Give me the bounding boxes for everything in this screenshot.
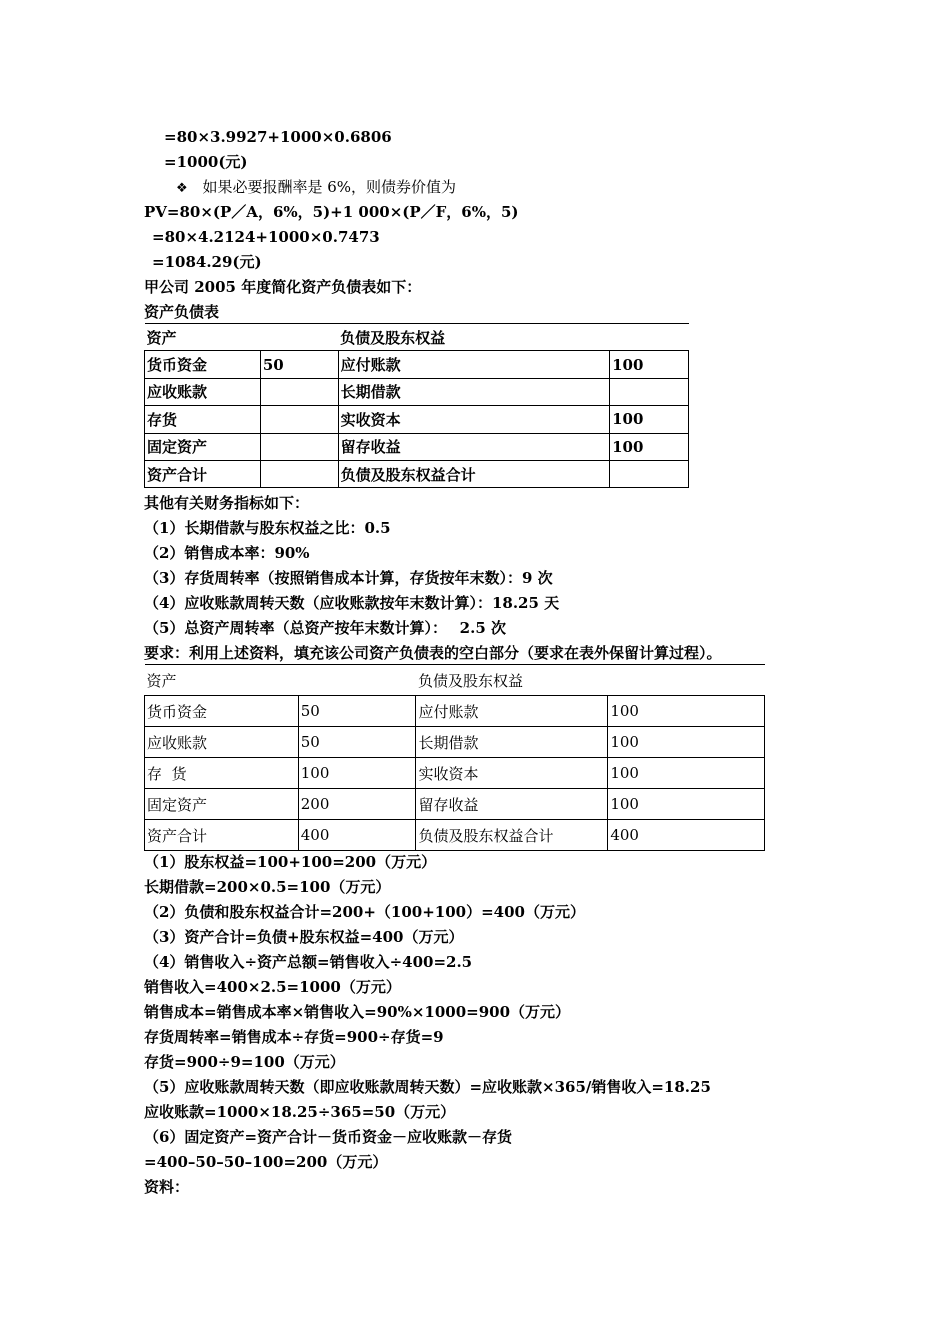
pv-line-2: =80×4.2124+1000×0.7473 (152, 228, 380, 246)
cell: 100 (298, 758, 416, 789)
cell: 100 (610, 406, 689, 433)
table-row (145, 727, 765, 758)
cell: 100 (608, 727, 765, 758)
header-liabilities: 负债及股东权益 (416, 665, 765, 696)
cell: 50 (298, 727, 416, 758)
cell (610, 460, 689, 487)
cell: 400 (608, 820, 765, 851)
header-assets: 资产 (145, 665, 416, 696)
balance-sheet-table-blank (144, 323, 689, 488)
cell: 货币资金 (145, 696, 299, 727)
solution-line: 长期借款=200×0.5=100（万元） (144, 878, 391, 896)
solution-line: （5）应收账款周转天数（即应收账款周转天数）=应收账款×365/销售收入=18.25 (144, 1078, 711, 1096)
cell (260, 378, 338, 405)
cell: 货币资金 (145, 351, 261, 378)
table-row (145, 460, 689, 487)
table-row (145, 789, 765, 820)
cell: 实收资本 (338, 406, 610, 433)
cell: 留存收益 (338, 433, 610, 460)
solution-line: 资料： (144, 1178, 190, 1196)
solution-line: （3）资产合计=负债+股东权益=400（万元） (144, 928, 464, 946)
solution-line: （4）销售收入÷资产总额=销售收入÷400=2.5 (144, 953, 473, 971)
cell: 资产合计 (145, 460, 261, 487)
bullet-line-text: 如果必要报酬率是 6%，则债券价值为 (202, 178, 457, 196)
indicator-line: （4）应收账款周转天数（应收账款按年末数计算）：18.25 天 (144, 594, 560, 612)
solution-line: 应收账款=1000×18.25÷365=50（万元） (144, 1103, 456, 1121)
cell: 留存收益 (416, 789, 608, 820)
cell: 200 (298, 789, 416, 820)
indicator-line: 其他有关财务指标如下： (144, 494, 310, 512)
solution-line: 销售成本=销售成本率×销售收入=90%×1000=900（万元） (144, 1003, 571, 1021)
cell: 实收资本 (416, 758, 608, 789)
cell (260, 406, 338, 433)
cell: 100 (610, 433, 689, 460)
cell: 存 货 (145, 758, 299, 789)
table-row (145, 406, 689, 433)
cell: 应付账款 (338, 351, 610, 378)
solution-line: 销售收入=400×2.5=1000（万元） (144, 978, 401, 996)
table-title: 资产负债表 (144, 303, 220, 321)
cell: 100 (610, 351, 689, 378)
cell: 长期借款 (338, 378, 610, 405)
cell: 100 (608, 758, 765, 789)
solution-line: （1）股东权益=100+100=200（万元） (144, 853, 437, 871)
cell: 100 (608, 789, 765, 820)
bullet-line (176, 177, 456, 199)
cell: 资产合计 (145, 820, 299, 851)
table-header-row (145, 324, 689, 351)
table-row (145, 433, 689, 460)
cell: 负债及股东权益合计 (416, 820, 608, 851)
table-row (145, 758, 765, 789)
table-row (145, 696, 765, 727)
cell: 长期借款 (416, 727, 608, 758)
cell: 存货 (145, 406, 261, 433)
requirement-line: 要求：利用上述资料，填充该公司资产负债表的空白部分（要求在表外保留计算过程）。 (144, 644, 722, 662)
cell: 50 (260, 351, 338, 378)
formula-line-1: =80×3.9927+1000×0.6806 (164, 128, 392, 146)
cell: 固定资产 (145, 433, 261, 460)
solution-line: 存货=900÷9=100（万元） (144, 1053, 345, 1071)
table-row (145, 378, 689, 405)
indicator-line: （2）销售成本率：90% (144, 544, 310, 562)
indicator-line: （3）存货周转率（按照销售成本计算，存货按年末数）：9 次 (144, 569, 553, 587)
table-header-row (145, 665, 765, 696)
cell (610, 378, 689, 405)
cell: 50 (298, 696, 416, 727)
pv-line-1: PV=80×(P／A，6%，5)+1 000×(P／F，6%，5) (144, 203, 519, 221)
diamond-bullet-icon: ❖ (176, 181, 188, 196)
header-assets: 资产 (145, 324, 339, 351)
solution-line: （6）固定资产=资产合计－货币资金－应收账款－存货 (144, 1128, 513, 1146)
balance-sheet-table-filled (144, 664, 765, 851)
cell: 应收账款 (145, 727, 299, 758)
cell (260, 460, 338, 487)
table-row (145, 820, 765, 851)
cell: 应付账款 (416, 696, 608, 727)
table-row (145, 351, 689, 378)
cell (260, 433, 338, 460)
indicator-line: （1）长期借款与股东权益之比：0.5 (144, 519, 391, 537)
indicator-line: （5）总资产周转率（总资产按年末数计算）： 2.5 次 (144, 619, 506, 637)
intro-line: 甲公司 2005 年度简化资产负债表如下： (144, 278, 422, 296)
cell: 400 (298, 820, 416, 851)
header-liabilities: 负债及股东权益 (338, 324, 688, 351)
solution-line: 存货周转率=销售成本÷存货=900÷存货=9 (144, 1028, 444, 1046)
cell: 应收账款 (145, 378, 261, 405)
formula-line-2: =1000(元) (164, 153, 248, 171)
cell: 负债及股东权益合计 (338, 460, 610, 487)
cell: 100 (608, 696, 765, 727)
solution-line: =400–50–50–100=200（万元） (144, 1153, 388, 1171)
pv-line-3: =1084.29(元) (152, 253, 262, 271)
solution-line: （2）负债和股东权益合计=200+（100+100）=400（万元） (144, 903, 585, 921)
cell: 固定资产 (145, 789, 299, 820)
